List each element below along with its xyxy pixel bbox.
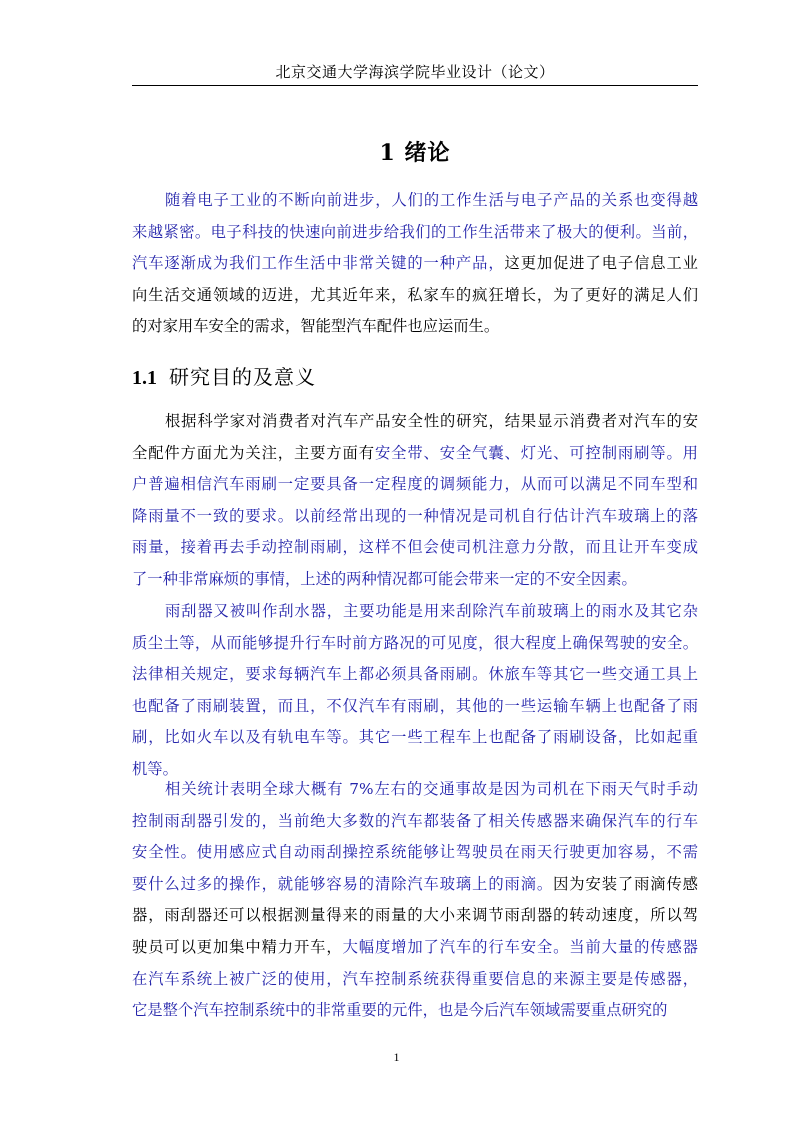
text-run: 质尘土等，从而能够提升行车时前方路况的可见度，很大程度上确保驾驶的安全。 <box>132 633 698 652</box>
text-line <box>132 900 698 932</box>
text-run: 安全带、安全气囊、灯光、可控制雨刷等。用 <box>374 443 698 462</box>
text-line <box>132 932 698 964</box>
text-line <box>132 185 698 217</box>
text-run: 法律相关规定，要求每辆汽车上都必须具备雨刷。休旅车等其它一些交通工具上 <box>132 665 698 684</box>
text-run: 雨刮器又被叫作刮水器，主要功能是用来刮除汽车前玻璃上的雨水及其它杂 <box>165 602 698 620</box>
section-heading <box>132 362 316 393</box>
text-line <box>132 501 698 533</box>
section-title-text: 研究目的及意义 <box>169 365 316 389</box>
text-run: 根据科学家对消费者对汽车产品安全性的研究，结果显示消费者对汽车的安 <box>165 412 698 430</box>
text-line <box>132 964 698 996</box>
text-line <box>132 564 698 596</box>
header-rule <box>132 85 698 86</box>
text-run: 来越紧密。电子科技的快速向前进步给我们的工作生活带来了极大的便利。当前， <box>132 222 698 241</box>
text-line <box>132 995 698 1027</box>
text-line <box>132 280 698 312</box>
text-line <box>132 248 698 280</box>
text-line <box>132 722 698 754</box>
text-run: 也配备了雨刷装置，而且，不仅汽车有雨刷，其他的一些运输车辆上也配备了雨 <box>132 696 698 715</box>
text-run: 全配件方面尤为关注，主要方面有 <box>132 443 375 462</box>
text-run: 在汽车系统上被广泛的使用，汽车控制系统获得重要信息的来源主要是传感器， <box>132 969 698 988</box>
text-run: 刷，比如火车以及有轨电车等。其它一些工程车上也配备了雨刷设备，比如起重 <box>132 728 698 747</box>
section-number: 1.1 <box>132 367 157 389</box>
text-line <box>132 628 698 660</box>
text-line <box>132 596 698 628</box>
text-run: 了一种非常麻烦的事情，上述的两种情况都可能会带来一定的不安全因素。 <box>132 569 637 588</box>
intro-paragraph <box>132 185 698 343</box>
page-number: 1 <box>393 1050 400 1064</box>
text-line <box>132 406 698 438</box>
text-run: 它是整个汽车控制系统中的非常重要的元件，也是今后汽车领域需要重点研究的 <box>132 1001 668 1020</box>
text-run: 雨量，接着再去手动控制雨刷，这样不但会使司机注意力分散，而且让开车变成 <box>132 538 698 557</box>
text-run: 驶员可以更加集中精力开车， <box>132 937 343 956</box>
text-run: 降雨量不一致的要求。以前经常出现的一种情况是司机自行估计汽车玻璃上的落 <box>132 506 698 525</box>
chapter-title: 1 绪论 <box>379 140 451 166</box>
text-line <box>132 806 698 838</box>
text-line <box>132 438 698 470</box>
text-line <box>132 659 698 691</box>
text-line <box>132 691 698 723</box>
text-run: 汽车逐渐成为我们工作生活中非常关键的一种产品， <box>132 254 505 273</box>
body-paragraph-2 <box>132 596 698 786</box>
text-line <box>132 311 698 343</box>
text-line <box>132 469 698 501</box>
text-run: 户普遍相信汽车雨刷一定要具备一定程度的调频能力，从而可以满足不同车型和 <box>132 475 698 494</box>
body-paragraph-1 <box>132 406 698 596</box>
running-header: 北京交通大学海滨学院毕业设计（论文） <box>275 63 555 81</box>
text-line <box>132 837 698 869</box>
text-line <box>132 869 698 901</box>
text-run: 因为安装了雨滴传感 <box>553 874 698 893</box>
body-paragraph-3 <box>132 774 698 1027</box>
text-line <box>132 532 698 564</box>
text-run: 相关统计表明全球大概有 7%左右的交通事故是因为司机在下雨天气时手动 <box>165 780 698 798</box>
text-run: 机等。 <box>132 759 178 778</box>
text-run: 随着电子工业的不断向前进步，人们的工作生活与电子产品的关系也变得越 <box>165 191 698 209</box>
text-run: 安全性。使用感应式自动雨刮操控系统能够让驾驶员在雨天行驶更加容易，不需 <box>132 843 698 862</box>
text-run: 大幅度增加了汽车的行车安全。当前大量的传感器 <box>342 937 698 956</box>
text-line <box>132 217 698 249</box>
text-run: 的对家用车安全的需求，智能型汽车配件也应运而生。 <box>132 317 500 336</box>
text-run: 要什么过多的操作，就能够容易的清除汽车玻璃上的雨滴。 <box>132 874 554 893</box>
text-run: 这更加促进了电子信息工业 <box>504 254 698 273</box>
text-line <box>132 774 698 806</box>
text-run: 控制雨刮器引发的，当前绝大多数的汽车都装备了相关传感器来确保汽车的行车 <box>132 811 698 830</box>
text-run: 向生活交通领域的迈进，尤其近年来，私家车的疯狂增长，为了更好的满足人们 <box>132 285 698 304</box>
text-run: 器，雨刮器还可以根据测量得来的雨量的大小来调节雨刮器的转动速度，所以驾 <box>132 906 698 925</box>
